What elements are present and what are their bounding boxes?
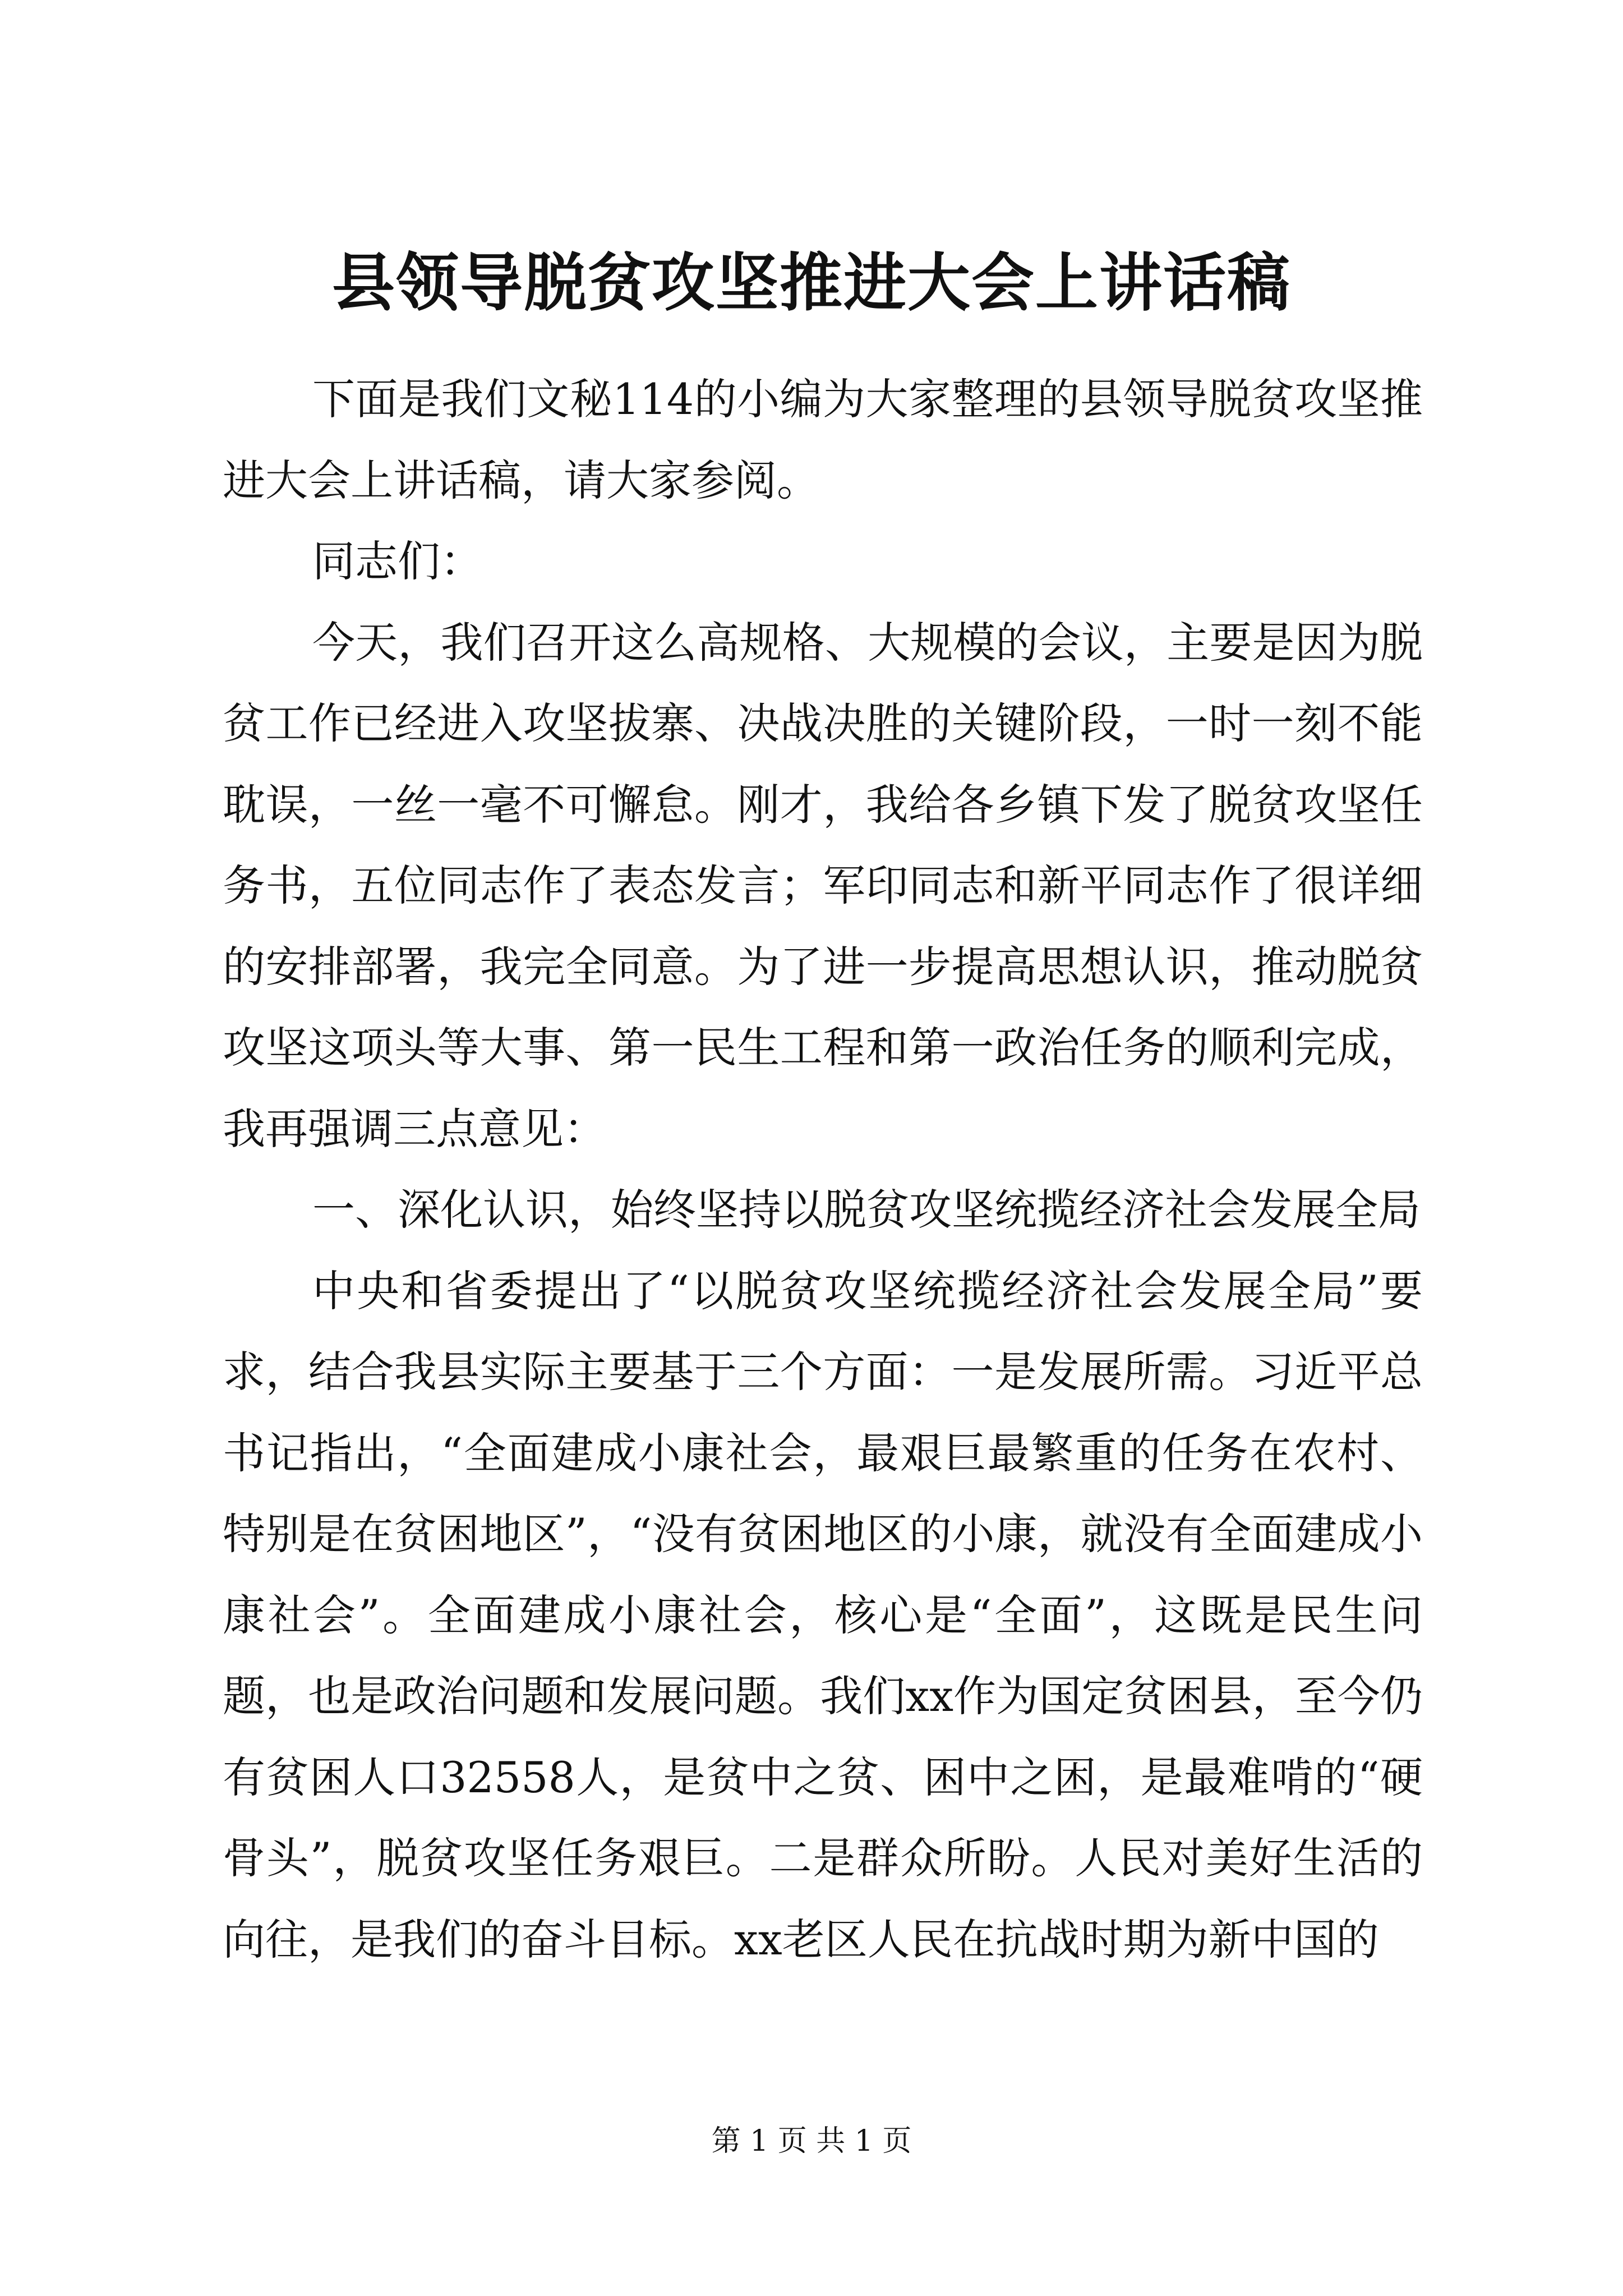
paragraph-opening: 今天，我们召开这么高规格、大规模的会议，主要是因为脱贫工作已经进入攻坚拔寨、决战决胜的关键阶段，一时一刻不能耽误，一丝一毫不可懈怠。刚才，我给各乡镇下发了脱贫攻坚任务书，五位同志作了表态发言；军印同志和新平同志作了很详细的安排部署，我完全同意。为了进一步提高思想认识，推动脱贫攻坚这项头等大事、第一民生工程和第一政治任务的顺利完成，我再强调三点意见： — [223, 617, 1423, 1154]
section-heading-1: 一、深化认识，始终坚持以脱贫攻坚统揽经济社会发展全局 — [312, 1185, 1421, 1235]
document-body — [223, 359, 1423, 1980]
document-title: 县领导脱贫攻坚推进大会上讲话稿 — [332, 246, 1291, 320]
page-footer: 第 1 页 共 1 页 — [711, 2124, 912, 2158]
paragraph-section-1: 中央和省委提出了“以脱贫攻坚统揽经济社会发展全局”要求，结合我县实际主要基于三个方面：一是发展所需。习近平总书记指出，“全面建成小康社会，最艰巨最繁重的任务在农村、特别是在贫困地区”，“没有贫困地区的小康，就没有全面建成小康社会”。全面建成小康社会，核心是“全面”，这既是民生问题，也是政治问题和发展问题。我们xx作为国定贫困县，至今仍有贫困人口32558人，是贫中之贫、困中之困，是最难啃的“硬骨头”，脱贫攻坚任务艰巨。二是群众所盼。人民对美好生活的向往，是我们的奋斗目标。xx老区人民在抗战时期为新中国的 — [223, 1266, 1423, 1964]
paragraph-salutation: 同志们： — [312, 536, 483, 586]
paragraph-intro: 下面是我们文秘114的小编为大家整理的县领导脱贫攻坚推进大会上讲话稿，请大家参阅。 — [223, 374, 1423, 505]
